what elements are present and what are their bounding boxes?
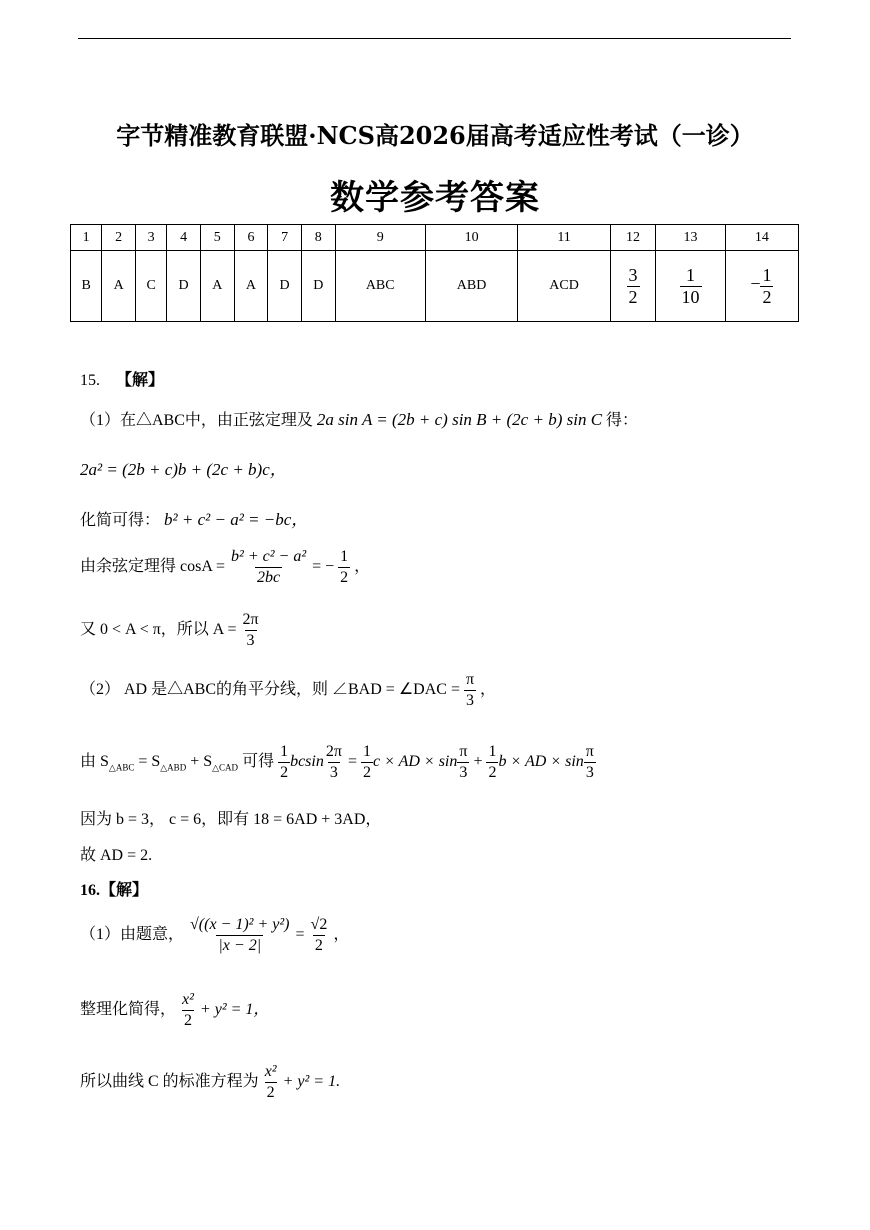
answer-key-title: 数学参考答案 [330, 178, 540, 218]
q15-solution-tag: 【解】 [116, 372, 165, 389]
fraction: $\frac{\text{x²}}{2}$ [264, 1063, 277, 1101]
q16-heading: 16.【解】 [80, 882, 149, 899]
q15-line-8: 因为 b = 3， c = 6，即有 18 = 6AD + 3AD， [80, 811, 382, 828]
minus-sign: − [750, 273, 761, 294]
answer-cell: B [71, 251, 102, 322]
question-number-cell: 10 [425, 225, 518, 251]
question-number-cell: 8 [301, 225, 335, 251]
question-number-cell: 6 [234, 225, 268, 251]
exam-title: 字节精准教育联盟·NCS高2026届高考适应性考试（一诊） [116, 121, 754, 150]
fraction: $\frac{\pi}{3}$ [459, 743, 468, 781]
q16-line-2: 整理化简得， $\frac{\text{x²}}{2}$ + y² = 1， [80, 991, 270, 1029]
question-number-cell: 4 [167, 225, 201, 251]
fraction: $\frac{1}{2}$ [762, 264, 772, 307]
question-number-cell: 5 [200, 225, 234, 251]
answer-cell [610, 251, 655, 322]
fraction: $\frac{\pi}{3}$ [465, 671, 475, 709]
answer-cell: D [301, 251, 335, 322]
q15-line-7: 由 $S_{\triangle ABC} = S_{\triangle ABD} + S_{\triangle CAD}$ 可得 $\frac{1}{2}$ bcsin $\frac{2\pi}{3}$ = $\frac{1}{2}$ c × AD × sin $\frac{\pi}{3}$ + $\frac{1}{2}$ b × AD × sin $\frac{\pi}{3}$ [80, 743, 594, 781]
q15-line-1: （1）在△ABC中，由正弦定理及 2a sin A = (2b + c) sin B + (2c + b) sin C 得： [80, 410, 639, 429]
answer-cell: ABC [335, 251, 425, 322]
answer-cell: A [102, 251, 136, 322]
q16-line-3: 所以曲线 C 的标准方程为 $\frac{\text{x²}}{2}$ + y² = 1. [80, 1063, 341, 1101]
question-number-cell: 2 [102, 225, 136, 251]
question-number-cell: 1 [71, 225, 102, 251]
question-number-cell: 13 [656, 225, 726, 251]
header-rule [78, 38, 791, 39]
q15-line-9: 故 AD = 2. [80, 847, 153, 864]
q15-line-4: 由余弦定理得 cosA = $\frac{\text{b² + c² − a²}}{2bc}$ = − $\frac{1}{2}$ ， [80, 548, 371, 586]
fraction: $\frac{2\pi}{3}$ [325, 743, 342, 781]
answer-cell: ACD [518, 251, 611, 322]
question-number-cell: 12 [610, 225, 655, 251]
fraction: $\frac{1}{10}$ [681, 264, 700, 307]
answer-cell: ABD [425, 251, 518, 322]
q15-number: 15. [80, 372, 100, 389]
fraction: $\frac{√2}{2}$ [310, 916, 328, 954]
question-number-cell: 11 [518, 225, 611, 251]
answer-cell [656, 251, 726, 322]
question-number-cell: 3 [135, 225, 166, 251]
fraction: $\frac{2\pi}{3}$ [242, 611, 259, 649]
answer-cell: A [234, 251, 268, 322]
q16-line-1: （1）由题意， $\frac{\text{√((x − 1)² + y²)}}{|x - 2|}$ = $\frac{√2}{2}$ ， [80, 916, 350, 954]
q15-line-2: 2a² = (2b + c)b + (2c + b)c， [80, 460, 287, 479]
answer-cell: D [167, 251, 201, 322]
question-number-row [71, 225, 799, 251]
q15-line-3: 化简可得： b² + c² − a² = −bc， [80, 510, 309, 529]
fraction: $\frac{1}{2}$ [340, 548, 349, 586]
fraction: $\frac{\text{√((x − 1)² + y²)}}{|x - 2|}$ [190, 916, 290, 954]
question-number-cell: 14 [725, 225, 798, 251]
question-number-cell: 9 [335, 225, 425, 251]
q15-line-6: （2） AD 是△ABC的角平分线，则 ∠BAD = ∠DAC = $\frac{\pi}{3}$ ， [80, 671, 497, 709]
answer-cell: D [268, 251, 302, 322]
answer-cell: C [135, 251, 166, 322]
fraction: $\frac{1}{2}$ [488, 743, 497, 781]
answer-table [70, 224, 799, 322]
fraction: $\frac{\text{b² + c² − a²}}{2bc}$ [231, 548, 307, 586]
fraction: $\frac{1}{2}$ [362, 743, 371, 781]
answer-cell: A [200, 251, 234, 322]
answer-cell [725, 251, 798, 322]
fraction: $\frac{3}{2}$ [628, 264, 638, 307]
question-number-cell: 7 [268, 225, 302, 251]
q15-heading [80, 367, 164, 390]
answer-row [71, 251, 799, 322]
q15-line-5: 又 0 < A < π，所以 A = $\frac{2\pi}{3}$ [80, 611, 259, 649]
fraction: $\frac{\text{x²}}{2}$ [182, 991, 194, 1029]
fraction: $\frac{1}{2}$ [280, 743, 289, 781]
fraction: $\frac{\pi}{3}$ [585, 743, 594, 781]
